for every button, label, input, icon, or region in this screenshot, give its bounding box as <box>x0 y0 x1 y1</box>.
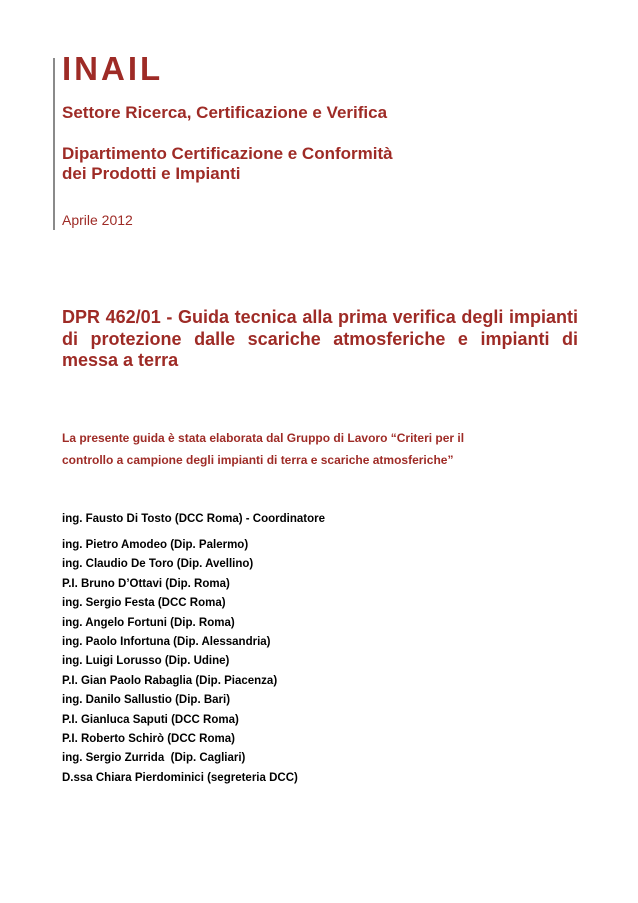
member-item: ing. Danilo Sallustio (Dip. Bari) <box>62 694 231 707</box>
department-title <box>62 144 482 184</box>
member-item: P.I. Gian Paolo Rabaglia (Dip. Piacenza) <box>62 674 278 687</box>
intro-line-1: La presente guida è stata elaborata dal Gruppo di Lavoro “Criteri per il <box>62 431 465 445</box>
member-item: ing. Pietro Amodeo (Dip. Palermo) <box>62 539 249 551</box>
sector-title: Settore Ricerca, Certificazione e Verifica <box>62 103 388 122</box>
member-item: ing. Sergio Zurrida (Dip. Cagliari) <box>62 752 246 765</box>
member-item: ing. Paolo Infortuna (Dip. Alessandria) <box>62 635 271 648</box>
member-item: ing. Angelo Fortuni (Dip. Roma) <box>62 616 235 629</box>
members-list <box>62 536 298 788</box>
publication-date: Aprile 2012 <box>62 212 133 228</box>
member-item: ing. Claudio De Toro (Dip. Avellino) <box>62 558 254 571</box>
member-item: ing. Sergio Festa (DCC Roma) <box>62 597 226 610</box>
document-title: DPR 462/01 - Guida tecnica alla prima verifica degli impianti di protezione dalle scariche atmosferiche e impianti di messa a terra <box>62 307 578 370</box>
member-item: ing. Luigi Lorusso (Dip. Udine) <box>62 655 230 668</box>
member-item: P.I. Roberto Schirò (DCC Roma) <box>62 732 235 745</box>
inail-logo: INAIL <box>62 50 164 87</box>
member-item: P.I. Bruno D’Ottavi (Dip. Roma) <box>62 577 230 590</box>
member-item: P.I. Gianluca Saputi (DCC Roma) <box>62 713 239 726</box>
header-divider-rule <box>53 58 55 230</box>
department-line-1: Dipartimento Certificazione e Conformità <box>62 144 393 163</box>
working-group-intro <box>62 427 532 471</box>
department-line-2: dei Prodotti e Impianti <box>62 164 241 183</box>
coordinator-name: ing. Fausto Di Tosto (DCC Roma) - Coordinatore <box>62 513 325 525</box>
intro-line-2: controllo a campione degli impianti di terra e scariche atmosferiche” <box>62 453 454 467</box>
member-item: D.ssa Chiara Pierdominici (segreteria DCC) <box>62 771 298 784</box>
